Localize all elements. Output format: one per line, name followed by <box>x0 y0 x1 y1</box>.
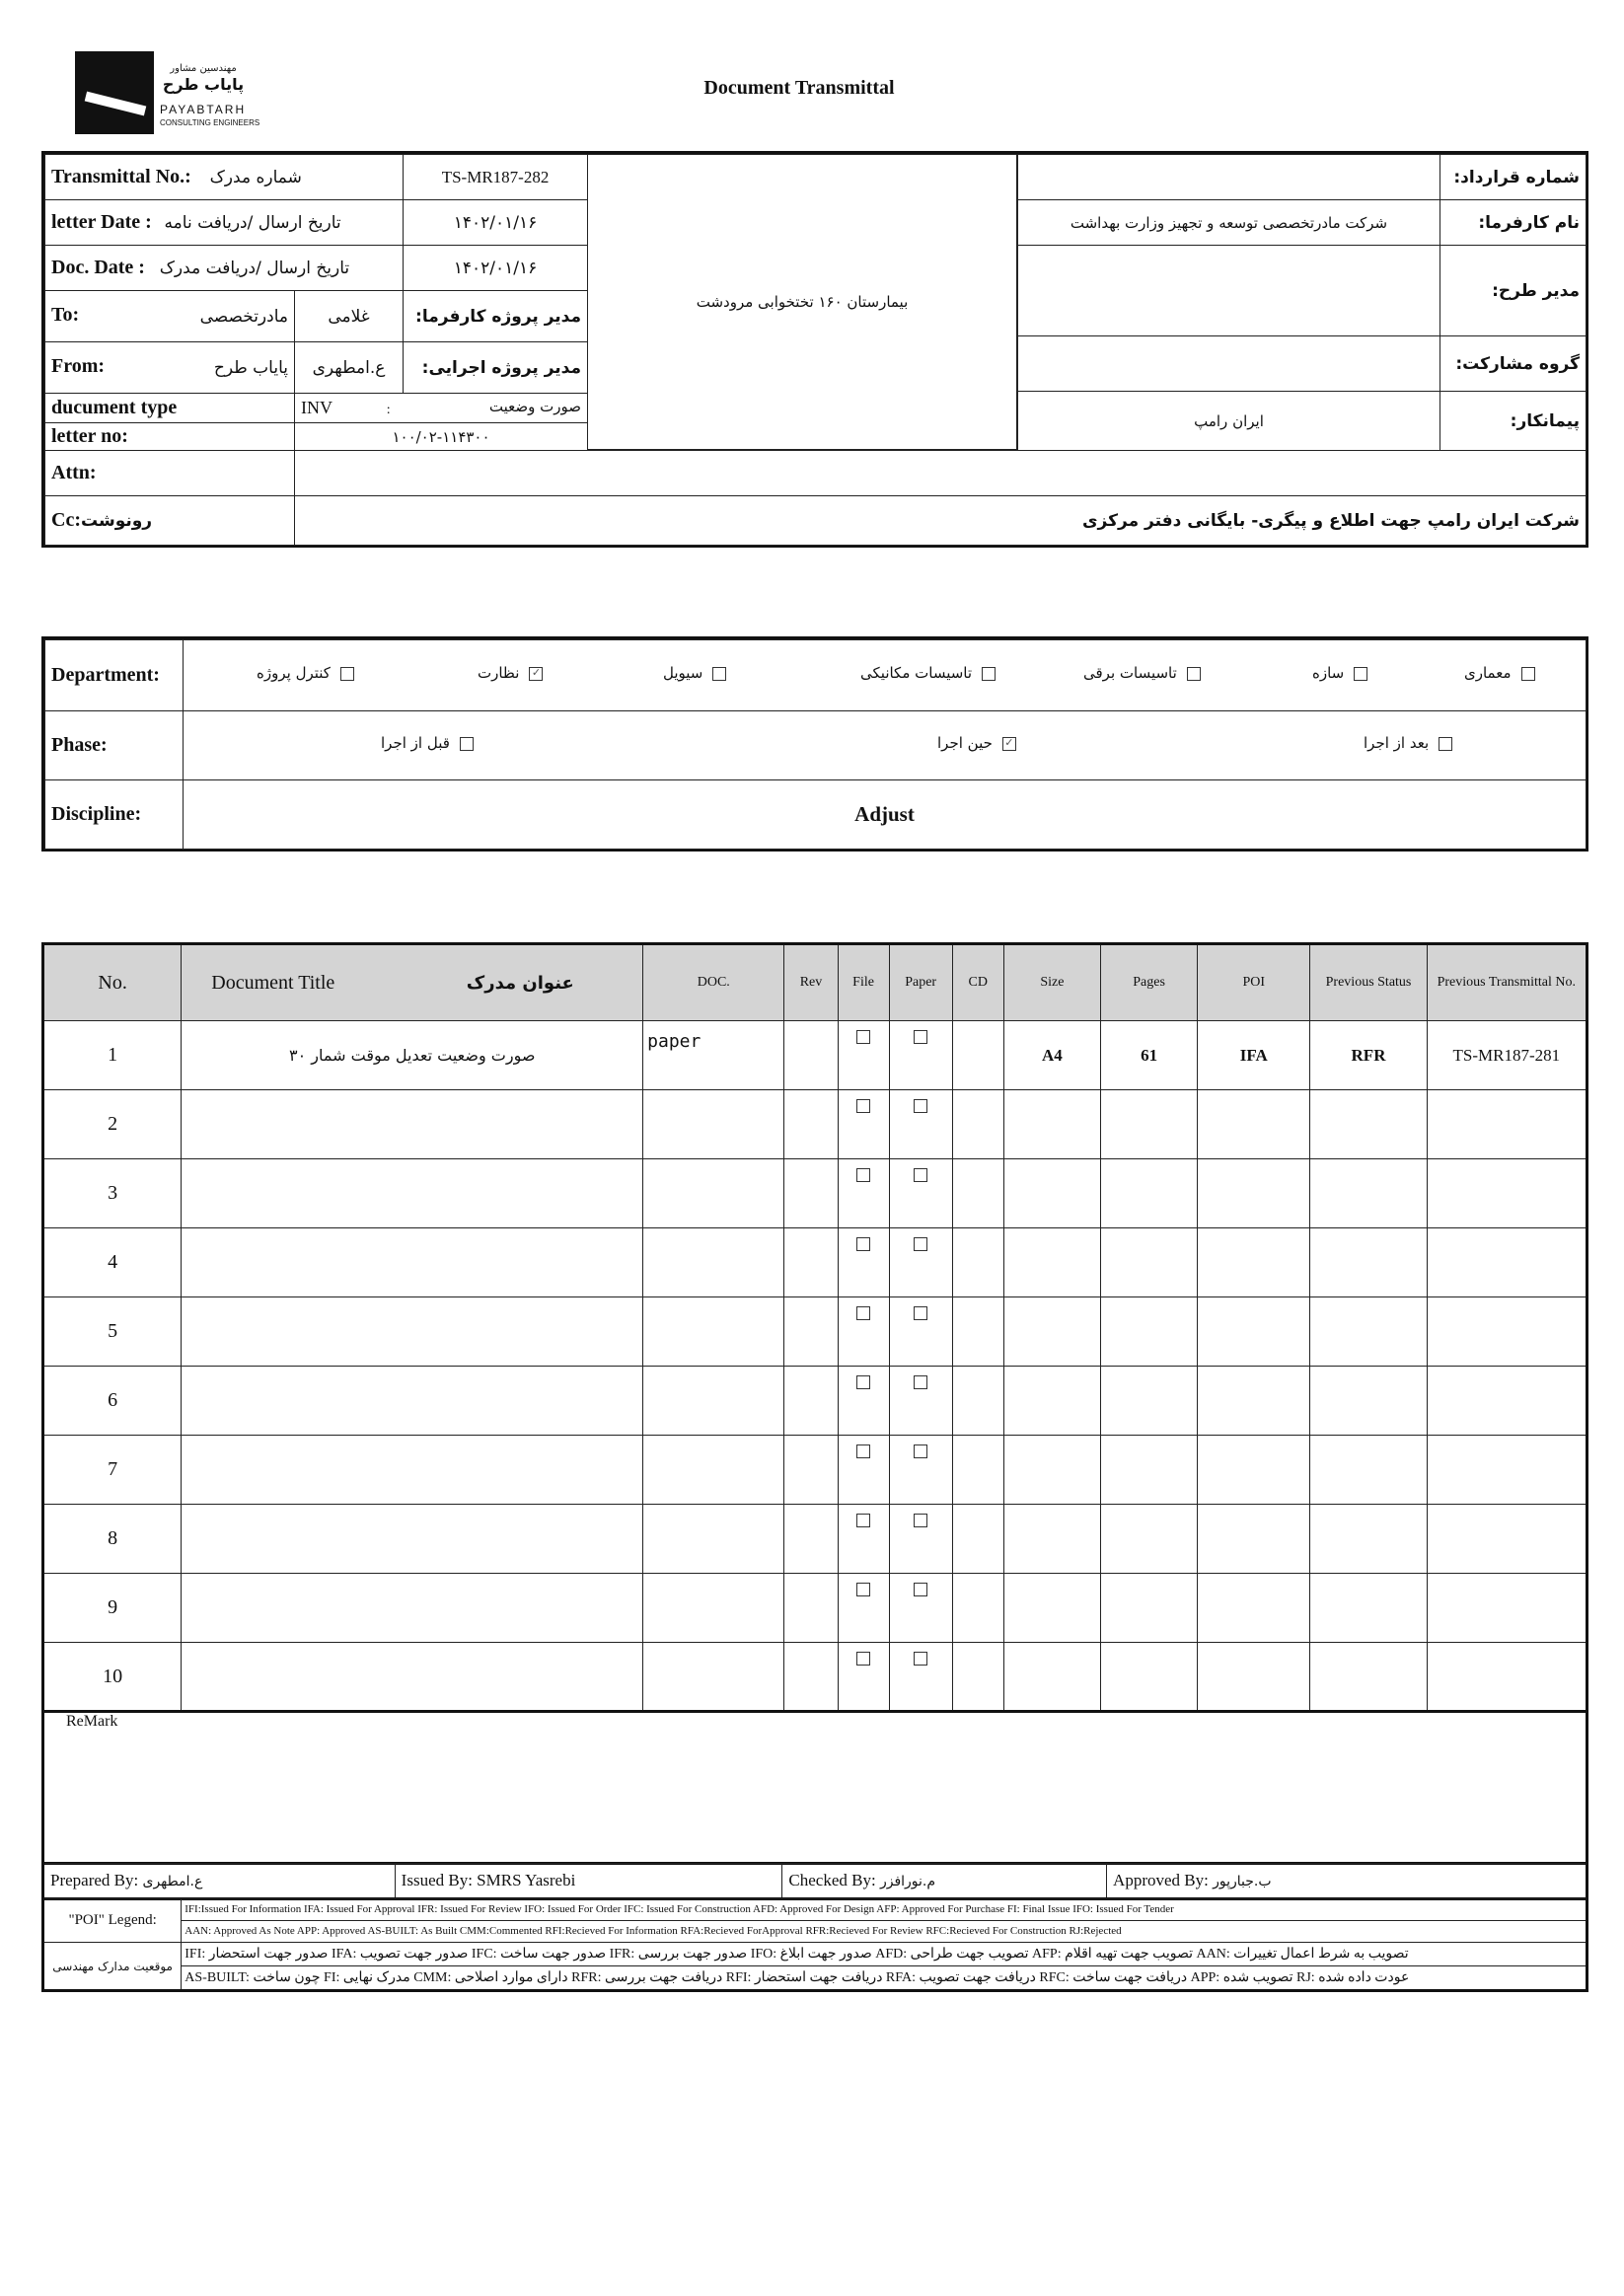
documents-table <box>41 942 1588 1713</box>
row-size <box>1003 1297 1100 1367</box>
row-cd <box>952 1228 1003 1297</box>
department-checkbox[interactable] <box>340 667 354 681</box>
paper-checkbox[interactable] <box>914 1168 927 1182</box>
row-number: 9 <box>43 1574 182 1643</box>
doc-date-value: ۱۴۰۲/۰۱/۱۶ <box>404 246 588 291</box>
row-prev-transmittal <box>1427 1574 1587 1643</box>
row-prev-status <box>1310 1436 1427 1505</box>
row-prev-status <box>1310 1090 1427 1159</box>
department-option[interactable] <box>478 664 543 683</box>
checked-value: م.نورافزر <box>879 1874 936 1889</box>
row-paper[interactable] <box>889 1021 952 1090</box>
transmittal-no-label: Transmittal No.: <box>51 166 191 187</box>
issued-label: Issued By: <box>401 1871 473 1889</box>
department-option-label: سازه <box>1312 663 1345 682</box>
row-prev-status: RFR <box>1310 1021 1427 1090</box>
row-number: 5 <box>43 1297 182 1367</box>
logo-top-text: مهندسین مشاور <box>170 63 237 74</box>
letter-date-value: ۱۴۰۲/۰۱/۱۶ <box>404 200 588 246</box>
row-size <box>1003 1643 1100 1712</box>
row-title <box>182 1643 643 1712</box>
header-cd: CD <box>952 944 1003 1021</box>
header-pages: Pages <box>1101 944 1198 1021</box>
row-size <box>1003 1228 1100 1297</box>
row-doc <box>643 1643 784 1712</box>
file-checkbox[interactable] <box>856 1168 870 1182</box>
row-poi <box>1198 1505 1310 1574</box>
letter-date-label: letter Date : <box>51 211 152 233</box>
phase-checkbox[interactable] <box>1439 737 1452 751</box>
transmittal-no-label-fa: شماره مدرک <box>209 168 302 187</box>
header-prev-status: Previous Status <box>1310 944 1427 1021</box>
client-label: نام کارفرما: <box>1440 200 1587 246</box>
header-file: File <box>838 944 889 1021</box>
row-cd <box>952 1643 1003 1712</box>
letter-date-label-fa: تاریخ ارسال /دریافت نامه <box>164 213 341 233</box>
to-cell <box>45 291 295 342</box>
row-pages <box>1101 1159 1198 1228</box>
department-checkbox[interactable] <box>712 667 726 681</box>
row-poi <box>1198 1643 1310 1712</box>
row-title <box>182 1159 643 1228</box>
cc-value: شرکت ایران رامپ جهت اطلاع و پیگری- بایگانی دفتر مرکزی <box>295 496 1587 546</box>
row-number: 3 <box>43 1159 182 1228</box>
remark-label: ReMark <box>66 1713 118 1730</box>
header-title-en: Document Title <box>211 971 335 994</box>
department-checkbox[interactable] <box>1354 667 1367 681</box>
transmittal-no-value: TS-MR187-282 <box>404 155 588 200</box>
row-title <box>182 1297 643 1367</box>
department-option[interactable] <box>860 664 996 683</box>
row-doc <box>643 1228 784 1297</box>
page-title: Document Transmittal <box>703 77 895 99</box>
paper-checkbox[interactable] <box>914 1030 927 1044</box>
row-cd <box>952 1436 1003 1505</box>
poi-legend-label: "POI" Legend: <box>43 1899 182 1943</box>
department-checkbox[interactable] <box>1521 667 1535 681</box>
row-rev <box>784 1505 838 1574</box>
cc-label: Cc: <box>51 509 81 531</box>
row-rev <box>784 1021 838 1090</box>
from-org: پایاب طرح <box>213 357 288 378</box>
row-doc <box>643 1159 784 1228</box>
row-doc <box>643 1505 784 1574</box>
row-paper[interactable] <box>889 1297 952 1367</box>
department-label: Department: <box>45 640 184 711</box>
department-option[interactable] <box>1464 664 1535 683</box>
row-rev <box>784 1228 838 1297</box>
row-paper[interactable] <box>889 1574 952 1643</box>
department-checkbox[interactable]: ✓ <box>529 667 543 681</box>
status-legend-label: موقعیت مدارک مهندسی <box>43 1943 182 1991</box>
row-poi <box>1198 1436 1310 1505</box>
row-doc <box>643 1297 784 1367</box>
row-file[interactable] <box>838 1436 889 1505</box>
row-paper[interactable] <box>889 1228 952 1297</box>
row-prev-transmittal <box>1427 1090 1587 1159</box>
logo-mark <box>75 51 154 134</box>
row-size <box>1003 1367 1100 1436</box>
row-file[interactable] <box>838 1574 889 1643</box>
row-pages <box>1101 1367 1198 1436</box>
table-row <box>43 1159 1587 1228</box>
row-rev <box>784 1159 838 1228</box>
row-poi <box>1198 1090 1310 1159</box>
row-cd <box>952 1159 1003 1228</box>
row-paper[interactable] <box>889 1159 952 1228</box>
row-title <box>182 1574 643 1643</box>
approved-by <box>1107 1864 1587 1899</box>
row-prev-transmittal: TS-MR187-281 <box>1427 1021 1587 1090</box>
row-pages <box>1101 1090 1198 1159</box>
partnership-label: گروه مشارکت: <box>1440 336 1587 392</box>
row-cd <box>952 1367 1003 1436</box>
row-cd <box>952 1021 1003 1090</box>
legend-line-3: IFI: صدور جهت استحضار IFA: صدور جهت تصویب IFC: صدور جهت ساخت IFR: صدور جهت بررسی IFO: صدور جهت ابلاغ AFD: تصویب جهت طراحی AFP: تصویب جهت تهیه اقلام AAN: تصویب به شرط اعمال تغییرات <box>182 1943 1586 1966</box>
contract-no-value <box>1018 155 1440 200</box>
department-option-label: سیویل <box>663 663 703 682</box>
row-paper[interactable] <box>889 1643 952 1712</box>
header-no: No. <box>43 944 182 1021</box>
approved-value: ب.جبارپور <box>1213 1874 1272 1889</box>
paper-checkbox[interactable] <box>914 1237 927 1251</box>
legend-line-4: AS-BUILT: چون ساخت FI: مدرک نهایی CMM: دارای موارد اصلاحی RFR: دریافت جهت بررسی RFI: دریافت جهت استحضار RFA: دریافت جهت تصویب RFC: دریافت جهت ساخت APP: تصویب شده RJ: عودت داده شده <box>185 1970 1410 1985</box>
discipline-label: Discipline: <box>45 780 184 850</box>
discipline-value: Adjust <box>184 780 1587 850</box>
phase-options <box>184 711 1587 780</box>
row-size: A4 <box>1003 1021 1100 1090</box>
row-rev <box>784 1297 838 1367</box>
row-poi <box>1198 1574 1310 1643</box>
table-row <box>43 1505 1587 1574</box>
file-checkbox[interactable] <box>856 1514 870 1527</box>
status-legend-text <box>182 1943 1587 1991</box>
row-file[interactable] <box>838 1643 889 1712</box>
row-title: صورت وضعیت تعدیل موقت شمار ۳۰ <box>182 1021 643 1090</box>
from-label: From: <box>51 354 106 377</box>
row-rev <box>784 1367 838 1436</box>
paper-checkbox[interactable] <box>914 1306 927 1320</box>
phase-option-label: حین اجرا <box>937 733 993 752</box>
row-rev <box>784 1436 838 1505</box>
row-prev-transmittal <box>1427 1159 1587 1228</box>
file-checkbox[interactable] <box>856 1237 870 1251</box>
row-poi <box>1198 1367 1310 1436</box>
row-pages <box>1101 1643 1198 1712</box>
from-cell <box>45 342 295 394</box>
row-paper[interactable] <box>889 1436 952 1505</box>
to-label: To: <box>51 303 80 326</box>
doc-date-label-cell <box>45 246 404 291</box>
department-option[interactable] <box>663 664 726 683</box>
row-file[interactable] <box>838 1297 889 1367</box>
row-prev-status <box>1310 1297 1427 1367</box>
phase-option[interactable] <box>937 734 1016 753</box>
doctype-fa: صورت وضعیت <box>488 397 582 415</box>
row-title <box>182 1436 643 1505</box>
paper-checkbox[interactable] <box>914 1652 927 1666</box>
row-doc <box>643 1436 784 1505</box>
row-prev-status <box>1310 1574 1427 1643</box>
department-table <box>44 639 1587 850</box>
paper-checkbox[interactable] <box>914 1444 927 1458</box>
file-checkbox[interactable] <box>856 1375 870 1389</box>
from-name: ع.امطهری <box>295 342 404 394</box>
info-right-table <box>1017 154 1587 451</box>
table-row <box>43 1228 1587 1297</box>
department-option-label: تاسیسات برقی <box>1083 663 1177 682</box>
partnership-value <box>1018 336 1440 392</box>
from-role: مدیر پروژه اجرایی: <box>404 342 588 394</box>
design-manager-label: مدیر طرح: <box>1440 246 1587 336</box>
row-number: 7 <box>43 1436 182 1505</box>
row-pages <box>1101 1228 1198 1297</box>
phase-checkbox[interactable] <box>460 737 474 751</box>
row-file[interactable] <box>838 1090 889 1159</box>
row-rev <box>784 1574 838 1643</box>
logo-en-text: PAYABTARH <box>160 103 247 116</box>
row-doc <box>643 1574 784 1643</box>
design-manager-value <box>1018 246 1440 336</box>
file-checkbox[interactable] <box>856 1099 870 1113</box>
checked-by <box>782 1864 1107 1899</box>
table-row <box>43 1367 1587 1436</box>
department-option[interactable] <box>257 664 354 683</box>
row-paper[interactable] <box>889 1367 952 1436</box>
header-paper: Paper <box>889 944 952 1021</box>
table-row <box>43 1643 1587 1712</box>
department-option[interactable] <box>1083 664 1201 683</box>
company-logo <box>75 51 282 136</box>
legend-line-2: AAN: Approved As Note APP: Approved AS-BUILT: As Built CMM:Commented RFI:Recieved For Information RFA:Recieved ForApproval RFR:Recieved For Review RFC:Recieved For Construction RJ:Rejected <box>185 1925 1122 1937</box>
row-title <box>182 1505 643 1574</box>
row-size <box>1003 1159 1100 1228</box>
row-poi <box>1198 1228 1310 1297</box>
department-option-label: کنترل پروژه <box>257 663 331 682</box>
doctype-sep: : <box>386 402 391 417</box>
table-row <box>43 1090 1587 1159</box>
department-option-label: معماری <box>1464 663 1512 682</box>
file-checkbox[interactable] <box>856 1030 870 1044</box>
table-row <box>43 1574 1587 1643</box>
file-checkbox[interactable] <box>856 1306 870 1320</box>
row-file[interactable] <box>838 1021 889 1090</box>
doc-date-label: Doc. Date : <box>51 257 145 278</box>
row-number: 8 <box>43 1505 182 1574</box>
legend-line-1: IFI:Issued For Information IFA: Issued For Approval IFR: Issued For Review IFO: Issued For Order IFC: Issued For Construction AFD: Approved For Design AFP: Approved For Purchase FI: Final Issue IFO: Issued For Tender <box>182 1899 1586 1921</box>
attn-cc-table <box>44 450 1587 546</box>
table-row <box>43 1436 1587 1505</box>
contractor-label: پیمانکار: <box>1440 392 1587 451</box>
poi-legend-text <box>182 1899 1587 1943</box>
attn-label: Attn: <box>45 451 295 496</box>
prepared-label: Prepared By: <box>50 1871 139 1889</box>
project-name: بیمارستان ۱۶۰ تختخوابی مرودشت <box>696 293 909 311</box>
row-pages <box>1101 1505 1198 1574</box>
row-file[interactable] <box>838 1505 889 1574</box>
info-left-table <box>44 154 588 451</box>
row-size <box>1003 1505 1100 1574</box>
row-prev-status <box>1310 1505 1427 1574</box>
row-prev-status <box>1310 1228 1427 1297</box>
phase-checkbox[interactable]: ✓ <box>1002 737 1016 751</box>
header-title <box>182 944 643 1021</box>
prepared-by <box>43 1864 396 1899</box>
logo-fa-text: پایاب طرح <box>162 75 245 94</box>
row-size <box>1003 1436 1100 1505</box>
table-row <box>43 1297 1587 1367</box>
table-row <box>43 1021 1587 1090</box>
project-name-cell <box>587 154 1017 450</box>
to-name: غلامی <box>295 291 404 342</box>
row-pages <box>1101 1297 1198 1367</box>
file-checkbox[interactable] <box>856 1652 870 1666</box>
department-checkbox[interactable] <box>1187 667 1201 681</box>
phase-option[interactable] <box>381 734 474 753</box>
row-cd <box>952 1505 1003 1574</box>
row-rev <box>784 1090 838 1159</box>
paper-checkbox[interactable] <box>914 1375 927 1389</box>
letter-no-label: letter no: <box>45 423 295 451</box>
row-number: 2 <box>43 1090 182 1159</box>
department-option-label: نظارت <box>478 663 520 682</box>
row-number: 6 <box>43 1367 182 1436</box>
prepared-value: ع.امطهری <box>142 1874 203 1889</box>
header-rev: Rev <box>784 944 838 1021</box>
contractor-value: ایران رامپ <box>1018 392 1440 451</box>
header-size: Size <box>1003 944 1100 1021</box>
doctype-value-cell <box>295 394 588 423</box>
contract-no-label: شماره قرارداد: <box>1440 155 1587 200</box>
row-file[interactable] <box>838 1367 889 1436</box>
paper-checkbox[interactable] <box>914 1099 927 1113</box>
issued-by <box>395 1864 782 1899</box>
client-value: شرکت مادرتخصصی توسعه و تجهیز وزارت بهداشت <box>1018 200 1440 246</box>
phase-option-label: قبل از اجرا <box>381 733 450 752</box>
row-number: 10 <box>43 1643 182 1712</box>
doctype-value: INV <box>301 397 332 417</box>
row-title <box>182 1090 643 1159</box>
remark-box <box>41 1709 1588 1865</box>
doc-date-label-fa: تاریخ ارسال /دریافت مدرک <box>159 259 350 278</box>
letter-date-label-cell <box>45 200 404 246</box>
row-prev-status <box>1310 1159 1427 1228</box>
department-option[interactable] <box>1312 664 1367 683</box>
cc-label-cell <box>45 496 295 546</box>
logo-sub-text: CONSULTING ENGINEERS <box>160 118 260 127</box>
row-cd <box>952 1297 1003 1367</box>
approved-label: Approved By: <box>1113 1871 1209 1889</box>
row-prev-status <box>1310 1367 1427 1436</box>
row-prev-transmittal <box>1427 1367 1587 1436</box>
paper-checkbox[interactable] <box>914 1514 927 1527</box>
row-rev <box>784 1643 838 1712</box>
row-size <box>1003 1090 1100 1159</box>
row-pages <box>1101 1436 1198 1505</box>
legend-table <box>41 1898 1588 1992</box>
row-file[interactable] <box>838 1228 889 1297</box>
department-options <box>184 640 1587 711</box>
row-prev-status <box>1310 1643 1427 1712</box>
department-section <box>41 636 1588 852</box>
row-paper[interactable] <box>889 1505 952 1574</box>
header-title-fa: عنوان مدرک <box>466 972 574 994</box>
row-cd <box>952 1574 1003 1643</box>
row-doc: paper <box>643 1021 784 1090</box>
phase-option[interactable] <box>1364 734 1452 753</box>
phase-option-label: بعد از اجرا <box>1364 733 1430 752</box>
row-paper[interactable] <box>889 1090 952 1159</box>
file-checkbox[interactable] <box>856 1583 870 1596</box>
row-prev-transmittal <box>1427 1505 1587 1574</box>
row-title <box>182 1367 643 1436</box>
cc-label-fa: رونوشت <box>80 511 153 531</box>
header-doc: DOC. <box>643 944 784 1021</box>
row-prev-transmittal <box>1427 1228 1587 1297</box>
row-doc <box>643 1367 784 1436</box>
row-prev-transmittal <box>1427 1643 1587 1712</box>
paper-checkbox[interactable] <box>914 1583 927 1596</box>
to-org: مادرتخصصی <box>199 306 288 327</box>
row-pages <box>1101 1574 1198 1643</box>
row-poi <box>1198 1159 1310 1228</box>
file-checkbox[interactable] <box>856 1444 870 1458</box>
issued-value: SMRS Yasrebi <box>477 1871 576 1889</box>
checked-label: Checked By: <box>788 1871 876 1889</box>
row-prev-transmittal <box>1427 1436 1587 1505</box>
row-number: 4 <box>43 1228 182 1297</box>
row-number: 1 <box>43 1021 182 1090</box>
row-title <box>182 1228 643 1297</box>
header-prev-transmittal: Previous Transmittal No. <box>1427 944 1587 1021</box>
doctype-label: ducument type <box>45 394 295 423</box>
row-file[interactable] <box>838 1159 889 1228</box>
row-doc <box>643 1090 784 1159</box>
row-pages: 61 <box>1101 1021 1198 1090</box>
row-cd <box>952 1090 1003 1159</box>
department-option-label: تاسیسات مکانیکی <box>860 663 973 682</box>
letter-no-value: ۱۰۰/۰۲-۱۱۴۳۰۰ <box>295 423 588 451</box>
department-checkbox[interactable] <box>982 667 996 681</box>
header-poi: POI <box>1198 944 1310 1021</box>
row-size <box>1003 1574 1100 1643</box>
transmittal-no-label-cell <box>45 155 404 200</box>
to-role: مدیر پروژه کارفرما: <box>404 291 588 342</box>
signature-table <box>41 1863 1588 1900</box>
row-poi <box>1198 1297 1310 1367</box>
phase-label: Phase: <box>45 711 184 780</box>
row-poi: IFA <box>1198 1021 1310 1090</box>
attn-value <box>295 451 1587 496</box>
row-prev-transmittal <box>1427 1297 1587 1367</box>
transmittal-info <box>41 151 1588 548</box>
